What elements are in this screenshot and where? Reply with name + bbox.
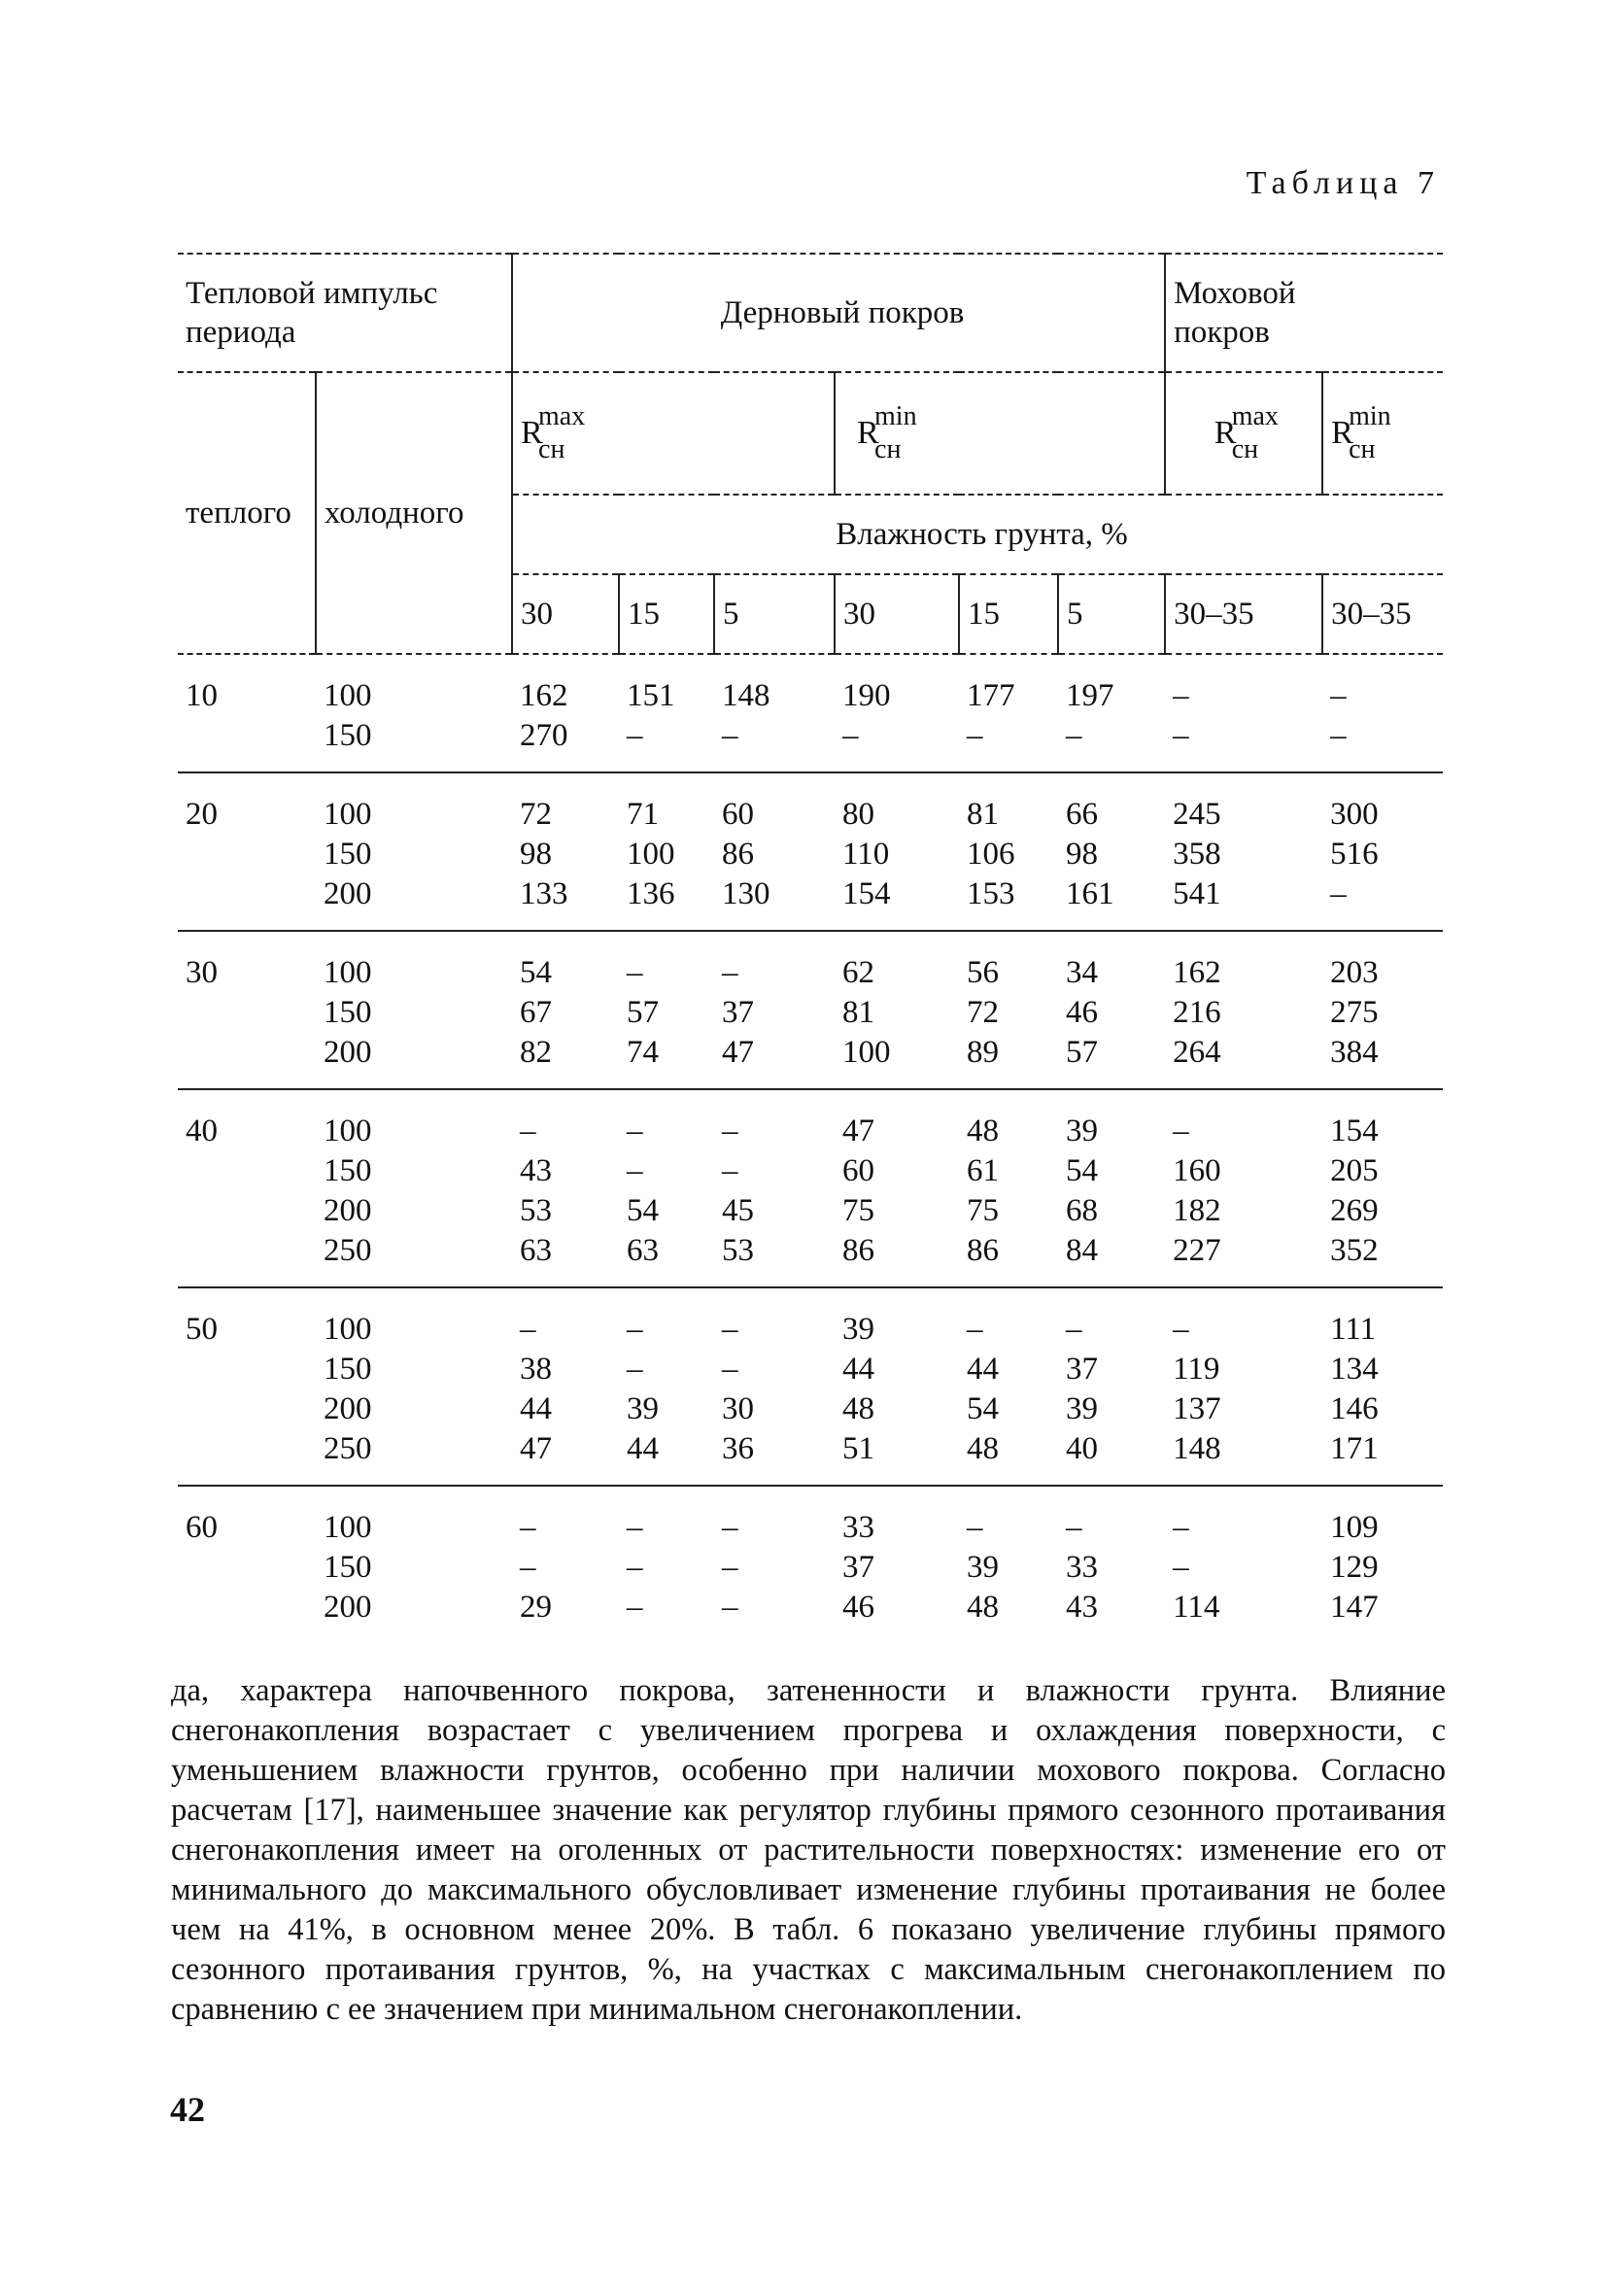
table-cell: 134 xyxy=(1330,1352,1379,1387)
table-cell: 162 xyxy=(1173,955,1221,990)
table-cell: 227 xyxy=(1173,1233,1221,1268)
table-cell: 71 xyxy=(627,797,660,832)
table-row xyxy=(178,1429,1443,1469)
table-cell: 54 xyxy=(520,955,553,990)
table-cell: – xyxy=(627,1510,643,1545)
table-cell: 39 xyxy=(627,1391,660,1426)
table-cell: 53 xyxy=(520,1193,553,1228)
warm-period-cell: 20 xyxy=(186,797,218,832)
table-cell: 75 xyxy=(842,1193,875,1228)
table-cell: – xyxy=(722,1352,738,1387)
table-cell: – xyxy=(627,1114,643,1148)
table-row xyxy=(178,795,1443,835)
table-cell: 119 xyxy=(1173,1352,1220,1387)
table-cell: 54 xyxy=(627,1193,660,1228)
table-cell: – xyxy=(627,955,643,990)
table-cell: – xyxy=(722,1312,738,1347)
warm-period-cell xyxy=(178,1389,316,1429)
table-cell: – xyxy=(722,1114,738,1148)
table-cell: 39 xyxy=(1066,1391,1099,1426)
table-cell: 161 xyxy=(1066,876,1114,911)
table-cell: – xyxy=(627,1590,643,1625)
table-cell: – xyxy=(967,1510,983,1545)
table-row xyxy=(178,1231,1443,1271)
table-cell: 146 xyxy=(1330,1391,1379,1426)
table-cell: 74 xyxy=(627,1035,660,1070)
table-cell: – xyxy=(1066,1312,1082,1347)
table-cell: 150 xyxy=(324,837,372,872)
table-cell: – xyxy=(722,955,738,990)
table-cell: – xyxy=(520,1510,536,1545)
paragraph-text: да, характера напочвенного покрова, затененности и влажности грунта. Влияние снегонакопления возрастает с увеличением прогрева и охлаждения поверхности, с уменьшением влажности грунтов, особенно при наличии мохового покрова. Согласно расчетам [17], наименьшее значение как регулятор глубины прямого сезонного протаивания снегонакопления имеет на оголенных от растительности поверхностях: изменение его от минимального до максимального обусловливает изменение глубины протаивания не более чем на 41%, в основном менее 20%. В табл. 6 показано увеличение глубины прямого сезонного протаивания грунтов, %, на участках с максимальным снегонакоплением по сравнению с ее значением при минимальном снегонакоплении. xyxy=(171,1673,1446,2027)
table-cell: 148 xyxy=(1173,1431,1221,1466)
moisture-value-cell: 5 xyxy=(714,574,835,654)
table-cell: – xyxy=(722,718,738,753)
table-cell: 44 xyxy=(967,1352,1000,1387)
header-moss-rmin: R min сн xyxy=(1322,372,1443,495)
table-cell: 98 xyxy=(1066,837,1099,872)
warm-period-cell xyxy=(178,1429,316,1469)
table-cell: – xyxy=(722,1510,738,1545)
warm-period-cell xyxy=(178,1151,316,1191)
table-cell: – xyxy=(1330,718,1347,753)
table-cell: 37 xyxy=(722,995,755,1030)
table-cell: 151 xyxy=(627,678,675,713)
table-row xyxy=(178,1389,1443,1429)
table-cell: 150 xyxy=(324,1550,372,1585)
table-cell: 72 xyxy=(967,995,1000,1030)
table-cell: 100 xyxy=(842,1035,891,1070)
table-cell: 148 xyxy=(722,678,770,713)
table-cell: 150 xyxy=(324,718,372,753)
table-cell: 182 xyxy=(1173,1193,1221,1228)
table-row xyxy=(178,1350,1443,1389)
table-cell: 384 xyxy=(1330,1035,1379,1070)
table-cell: – xyxy=(520,1114,536,1148)
table-cell: 33 xyxy=(1066,1550,1099,1585)
table-cell: 111 xyxy=(1330,1312,1377,1347)
table-cell: 109 xyxy=(1330,1510,1379,1545)
table-row xyxy=(178,676,1443,716)
table-cell: – xyxy=(627,718,643,753)
table-cell: – xyxy=(842,718,859,753)
header-warm: теплого xyxy=(178,372,316,654)
table-row xyxy=(178,993,1443,1033)
table-cell: 39 xyxy=(967,1550,1000,1585)
table-cell: 62 xyxy=(842,955,875,990)
warm-period-cell: 60 xyxy=(186,1510,218,1545)
warm-period-cell xyxy=(178,1588,316,1628)
table-cell: 86 xyxy=(842,1233,875,1268)
table-cell: 43 xyxy=(1066,1590,1099,1625)
table-cell: – xyxy=(627,1352,643,1387)
table-cell: 46 xyxy=(842,1590,875,1625)
table-cell: 133 xyxy=(520,876,568,911)
table-row xyxy=(178,716,1443,756)
header-turf-cover: Дерновый покров xyxy=(512,254,1165,372)
table-cell: 100 xyxy=(324,1312,372,1347)
table-cell: 84 xyxy=(1066,1233,1099,1268)
header-turf-rmax: R max сн xyxy=(512,372,835,495)
table-row xyxy=(178,1588,1443,1628)
table-cell: 200 xyxy=(324,1193,372,1228)
table-cell: 150 xyxy=(324,995,372,1030)
table-cell: 29 xyxy=(520,1590,553,1625)
table-cell: 114 xyxy=(1173,1590,1220,1625)
table-row xyxy=(178,1191,1443,1231)
table-cell: 67 xyxy=(520,995,553,1030)
table-cell: – xyxy=(520,1550,536,1585)
table-cell: – xyxy=(1330,876,1347,911)
table-cell: 171 xyxy=(1330,1431,1379,1466)
table-cell: 47 xyxy=(722,1035,755,1070)
table-cell: 100 xyxy=(324,955,372,990)
table-cell: 61 xyxy=(967,1153,1000,1188)
table-cell: – xyxy=(627,1312,643,1347)
table-cell: 39 xyxy=(1066,1114,1099,1148)
table-cell: 110 xyxy=(842,837,890,872)
group-divider xyxy=(178,1469,1443,1486)
table-cell: – xyxy=(627,1550,643,1585)
table-cell: 68 xyxy=(1066,1193,1099,1228)
table-cell: 100 xyxy=(324,678,372,713)
table-cell: 160 xyxy=(1173,1153,1221,1188)
warm-period-cell xyxy=(178,1191,316,1231)
table-cell: 57 xyxy=(1066,1035,1099,1070)
body-paragraph xyxy=(171,1671,1446,2030)
table-cell: 63 xyxy=(520,1233,553,1268)
table-cell: 203 xyxy=(1330,955,1379,990)
warm-period-cell xyxy=(178,835,316,874)
table-cell: 154 xyxy=(842,876,891,911)
table-cell: – xyxy=(1173,1114,1189,1148)
warm-period-cell xyxy=(178,874,316,914)
group-divider xyxy=(178,914,1443,931)
table-cell: 46 xyxy=(1066,995,1099,1030)
table-cell: – xyxy=(1066,718,1082,753)
table-cell: 60 xyxy=(722,797,755,832)
table-cell: 137 xyxy=(1173,1391,1221,1426)
table-cell: 86 xyxy=(967,1233,1000,1268)
warm-period-cell xyxy=(178,1548,316,1588)
table-cell: 43 xyxy=(520,1153,553,1188)
table-cell: 300 xyxy=(1330,797,1379,832)
table-row xyxy=(178,835,1443,874)
table-cell: – xyxy=(722,1153,738,1188)
table-cell: – xyxy=(1173,1312,1189,1347)
table-cell: 72 xyxy=(520,797,553,832)
table-cell: 100 xyxy=(627,837,675,872)
warm-period-cell: 40 xyxy=(186,1114,218,1148)
table-cell: – xyxy=(627,1153,643,1188)
table-cell: 106 xyxy=(967,837,1015,872)
table-cell: 100 xyxy=(324,1510,372,1545)
table-cell: 37 xyxy=(1066,1352,1099,1387)
table-caption: Таблица 7 xyxy=(1246,165,1440,201)
table-cell: 86 xyxy=(722,837,755,872)
warm-period-cell xyxy=(178,993,316,1033)
table-cell: 44 xyxy=(520,1391,553,1426)
header-moss-cover: Моховой покров xyxy=(1165,254,1443,372)
group-divider xyxy=(178,1073,1443,1089)
table-cell: 51 xyxy=(842,1431,875,1466)
header-moss-rmax: R max сн xyxy=(1165,372,1322,495)
table-cell: 154 xyxy=(1330,1114,1379,1148)
table-cell: 40 xyxy=(1066,1431,1099,1466)
table-cell: 150 xyxy=(324,1352,372,1387)
table-cell: 153 xyxy=(967,876,1015,911)
table-cell: – xyxy=(1173,718,1189,753)
table-cell: 269 xyxy=(1330,1193,1379,1228)
table-cell: 205 xyxy=(1330,1153,1379,1188)
warm-period-cell: 50 xyxy=(186,1312,218,1347)
table-cell: 197 xyxy=(1066,678,1114,713)
table-cell: 358 xyxy=(1173,837,1221,872)
table-cell: 75 xyxy=(967,1193,1000,1228)
table-cell: 250 xyxy=(324,1431,372,1466)
warm-period-cell xyxy=(178,1033,316,1073)
table-cell: 34 xyxy=(1066,955,1099,990)
warm-period-cell xyxy=(178,716,316,756)
moisture-value-cell: 30 xyxy=(835,574,959,654)
table-row xyxy=(178,1548,1443,1588)
moisture-value-cell: 15 xyxy=(959,574,1058,654)
table-cell: 275 xyxy=(1330,995,1379,1030)
table-cell: 190 xyxy=(842,678,891,713)
moisture-value-cell: 30–35 xyxy=(1165,574,1322,654)
table-cell: 264 xyxy=(1173,1035,1221,1070)
table-cell: 516 xyxy=(1330,837,1379,872)
table-cell: – xyxy=(967,1312,983,1347)
table-row xyxy=(178,1151,1443,1191)
table-cell: 200 xyxy=(324,1391,372,1426)
table-cell: 177 xyxy=(967,678,1015,713)
table-row xyxy=(178,1033,1443,1073)
table-cell: 44 xyxy=(842,1352,875,1387)
table-cell: 250 xyxy=(324,1233,372,1268)
table-cell: 81 xyxy=(842,995,875,1030)
header-cold: холодного xyxy=(316,372,512,654)
data-table xyxy=(178,253,1443,1628)
moisture-value-cell: 15 xyxy=(619,574,714,654)
warm-period-cell: 30 xyxy=(186,955,218,990)
table-cell: 57 xyxy=(627,995,660,1030)
table-cell: – xyxy=(1173,1510,1189,1545)
table-cell: 63 xyxy=(627,1233,660,1268)
table-cell: 162 xyxy=(520,678,568,713)
table-cell: 541 xyxy=(1173,876,1221,911)
header-turf-rmin: R min сн xyxy=(835,372,1165,495)
table-cell: 30 xyxy=(722,1391,755,1426)
table-cell: 352 xyxy=(1330,1233,1379,1268)
table-cell: – xyxy=(722,1590,738,1625)
moisture-value-cell: 30–35 xyxy=(1322,574,1443,654)
table-cell: 48 xyxy=(842,1391,875,1426)
table-cell: – xyxy=(1330,678,1347,713)
table-cell: 48 xyxy=(967,1431,1000,1466)
table-cell: 270 xyxy=(520,718,568,753)
moisture-value-cell: 30 xyxy=(512,574,619,654)
table-cell: 47 xyxy=(520,1431,553,1466)
table-cell: 80 xyxy=(842,797,875,832)
warm-period-cell xyxy=(178,1350,316,1389)
table-row xyxy=(178,1508,1443,1548)
table-cell: 38 xyxy=(520,1352,553,1387)
table-cell: 100 xyxy=(324,797,372,832)
moisture-value-cell: 5 xyxy=(1058,574,1165,654)
table-cell: 48 xyxy=(967,1590,1000,1625)
table-cell: 66 xyxy=(1066,797,1099,832)
table-cell: 136 xyxy=(627,876,675,911)
table-cell: 81 xyxy=(967,797,1000,832)
table-cell: – xyxy=(1066,1510,1082,1545)
table-row xyxy=(178,1310,1443,1350)
header-heat-pulse: Тепловой импульс периода xyxy=(178,254,512,372)
table-cell: – xyxy=(1173,1550,1189,1585)
table-cell: 200 xyxy=(324,876,372,911)
table-row xyxy=(178,874,1443,914)
table-cell: – xyxy=(722,1550,738,1585)
warm-period-cell xyxy=(178,1231,316,1271)
table-cell: 100 xyxy=(324,1114,372,1148)
header-moisture: Влажность грунта, % xyxy=(512,495,1443,574)
table-cell: 98 xyxy=(520,837,553,872)
table-cell: 44 xyxy=(627,1431,660,1466)
table-cell: 39 xyxy=(842,1312,875,1347)
table-cell: 47 xyxy=(842,1114,875,1148)
warm-period-cell: 10 xyxy=(186,678,218,713)
table-cell: 45 xyxy=(722,1193,755,1228)
table-cell: 147 xyxy=(1330,1590,1379,1625)
table-cell: 150 xyxy=(324,1153,372,1188)
table-cell: 56 xyxy=(967,955,1000,990)
table-row xyxy=(178,1112,1443,1151)
table-cell: 82 xyxy=(520,1035,553,1070)
table-cell: 216 xyxy=(1173,995,1221,1030)
table-cell: 130 xyxy=(722,876,770,911)
table-cell: 245 xyxy=(1173,797,1221,832)
table-cell: 53 xyxy=(722,1233,755,1268)
table-cell: – xyxy=(520,1312,536,1347)
group-divider xyxy=(178,1271,1443,1287)
table-cell: – xyxy=(967,718,983,753)
table-cell: 54 xyxy=(1066,1153,1099,1188)
page-number: 42 xyxy=(170,2090,205,2129)
table-cell: 33 xyxy=(842,1510,875,1545)
table-cell: 54 xyxy=(967,1391,1000,1426)
table-cell: 48 xyxy=(967,1114,1000,1148)
table-cell: 60 xyxy=(842,1153,875,1188)
table-cell: 200 xyxy=(324,1590,372,1625)
table-cell: 37 xyxy=(842,1550,875,1585)
table-cell: 129 xyxy=(1330,1550,1379,1585)
table-cell: 200 xyxy=(324,1035,372,1070)
table-cell: 36 xyxy=(722,1431,755,1466)
group-divider xyxy=(178,756,1443,772)
table-cell: 89 xyxy=(967,1035,1000,1070)
table-row xyxy=(178,953,1443,993)
table-cell: – xyxy=(1173,678,1189,713)
